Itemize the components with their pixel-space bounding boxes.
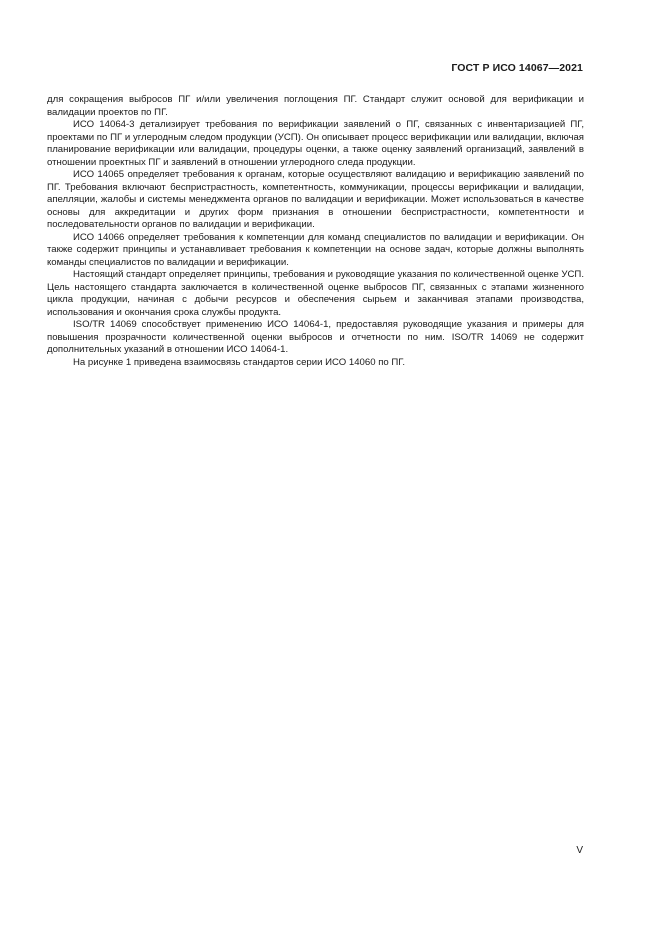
paragraph-continuation: для сокращения выбросов ПГ и/или увеличения поглощения ПГ. Стандарт служит основой для верификации и валидации проектов по ПГ. — [47, 94, 584, 118]
paragraph-this-standard: Настоящий стандарт определяет принципы, требования и руководящие указания по количественной оценке УСП. Цель настоящего стандарта заключается в количественной оценке выбросов ПГ, связанных с этапами жизненного цикла продукции, начиная с добычи ресурсов и обеспечения сырьем и заканчивая этапами производства, использования и окончания срока службы продукта. — [47, 269, 584, 318]
document-header: ГОСТ Р ИСО 14067—2021 — [451, 62, 583, 74]
paragraph-iso-14064-3: ИСО 14064-3 детализирует требования по верификации заявлений о ПГ, связанных с инвентаризацией ПГ, проектами по ПГ и углеродным следом продукции (УСП). Он описывает процесс верификации или валидации, включая планирование верификации или валидации, процедуры оценки, а также оценку заявлений организаций, заявлений в отношении проектных ПГ и заявлений в отношении углеродного следа продукции. — [47, 119, 584, 168]
body-text — [47, 94, 584, 369]
paragraph-iso-14066: ИСО 14066 определяет требования к компетенции для команд специалистов по валидации и верификации. Он также содержит принципы и устанавливает требования к компетенции на основе задач, которые должны выполнять команды специалистов по валидации и верификации. — [47, 231, 584, 268]
paragraph-figure-reference: На рисунке 1 приведена взаимосвязь стандартов серии ИСО 14060 по ПГ. — [73, 356, 405, 368]
paragraph-iso-tr-14069: ISO/TR 14069 способствует применению ИСО 14064-1, предоставляя руководящие указания и примеры для повышения прозрачности количественной оценки выбросов и отчетности по ним. ISO/TR 14069 не содержит дополнительных указаний в отношении ИСО 14064-1. — [47, 319, 584, 355]
page-number: V — [576, 845, 583, 856]
paragraph-iso-14065: ИСО 14065 определяет требования к органам, которые осуществляют валидацию и верификацию заявлений по ПГ. Требования включают беспристрастность, компетентность, коммуникации, процессы верификации и валидации, апелляции, жалобы и системы менеджмента органов по валидации и верификации. Может использоваться в качестве основы для аккредитации и других форм признания в отношении беспристрастности, компетентности и последовательности органов по валидации и верификации. — [47, 169, 584, 230]
